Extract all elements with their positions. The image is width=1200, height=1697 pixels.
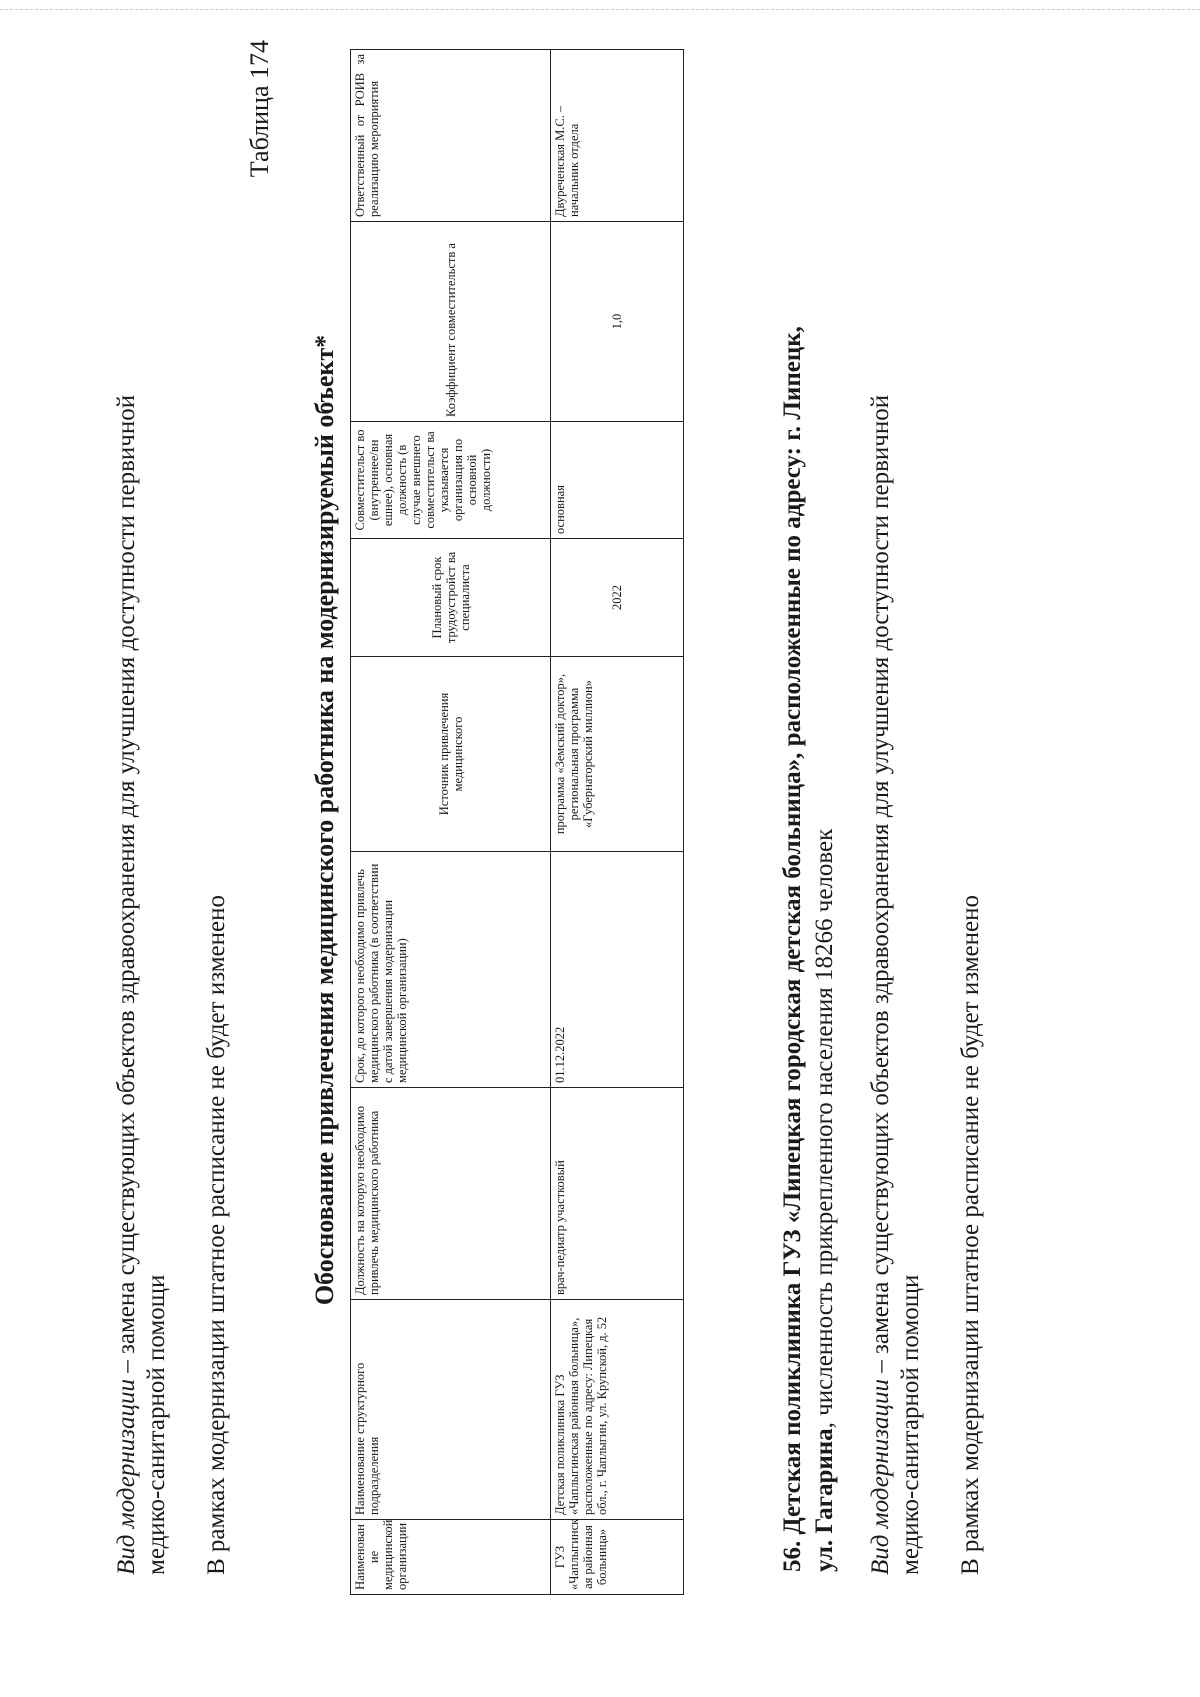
modernization-type-text-2: – замена существующих объектов здравоохранения для улучшения доступности первичной (867, 394, 894, 1379)
cell-coefficient: 1,0 (551, 222, 684, 422)
staff-note-2: В рамках модернизации штатное расписание не будет изменено (957, 894, 984, 1575)
header-org-name: Наименован ие медицинской организации (351, 1520, 551, 1595)
header-coefficient: Коэффициент совместительств а (351, 222, 551, 422)
header-deadline: Срок, до которого необходимо привлечь медицинского работника (в соответствии с датой завершения модернизации медицинской организации) (351, 852, 551, 1088)
header-part-time: Совместительст во (внутреннее/вн ешнее), основная должность (в случае внешнего совместительст ва указывается организация по основной должности) (351, 422, 551, 539)
cell-planned-term: 2022 (551, 539, 684, 657)
table-row (551, 50, 684, 1595)
section-56-heading-cont (810, 829, 840, 1572)
header-planned-term: Плановый срок трудоустройст ва специалиста (351, 539, 551, 657)
modernization-type-text: – замена существующих объектов здравоохранения для улучшения доступности первичной (113, 394, 140, 1379)
modernization-type-paragraph-2-cont: медико-санитарной помощи (897, 1274, 924, 1575)
modernization-type-paragraph-2 (866, 395, 896, 1575)
header-source: Источник привлечения медицинского (351, 657, 551, 852)
cell-source: программа «Земский доктор», региональная программа «Губернаторский миллион» (551, 657, 684, 852)
cell-structural-unit: Детская поликлиника ГУЗ «Чаплыгинская районная больница», расположенные по адресу: Липецкая обл., г. Чаплыгин, ул. Крупской, д. 52 (551, 1300, 684, 1520)
cell-deadline: 01.12.2022 (551, 852, 684, 1088)
table-title: Обоснование привлечения медицинского работника на модернизируемый объект* (310, 334, 339, 1306)
header-structural-unit: Наименование структурного подразделения (351, 1300, 551, 1520)
header-position: Должность на которую необходимо привлечь медицинского работника (351, 1088, 551, 1300)
section-56-street: ул. Гагарина (811, 1428, 838, 1572)
cell-part-time: основная (551, 422, 684, 539)
scan-edge-line (0, 9, 1200, 10)
staff-note-1: В рамках модернизации штатное расписание не будет изменено (203, 894, 230, 1575)
modernization-type-label-2: Вид модернизации (867, 1379, 894, 1575)
section-56-population: , численность прикрепленного населения 18266 человек (811, 828, 838, 1429)
header-responsible: Ответственный от РОИВ за реализацию мероприятия (351, 50, 551, 222)
cell-position: врач-педиатр участковый (551, 1088, 684, 1300)
justification-table (350, 49, 684, 1595)
modernization-type-paragraph-1 (112, 395, 142, 1575)
rotated-document-body (100, 40, 1100, 1600)
cell-responsible: Двуреченская М.С. – начальник отдела (551, 50, 684, 222)
table-number: Таблица 174 (245, 40, 274, 178)
modernization-type-paragraph-1-cont: медико-санитарной помощи (143, 1274, 170, 1575)
table-header-row (351, 50, 551, 1595)
cell-org-name: ГУЗ «Чаплыгинск ая районная больница» (551, 1520, 684, 1595)
modernization-type-label: Вид модернизации (113, 1379, 140, 1575)
section-56-heading: 56. Детская поликлиника ГУЗ «Липецкая городская детская больница», расположенные по адресу: г. Липецк, (779, 326, 806, 1572)
